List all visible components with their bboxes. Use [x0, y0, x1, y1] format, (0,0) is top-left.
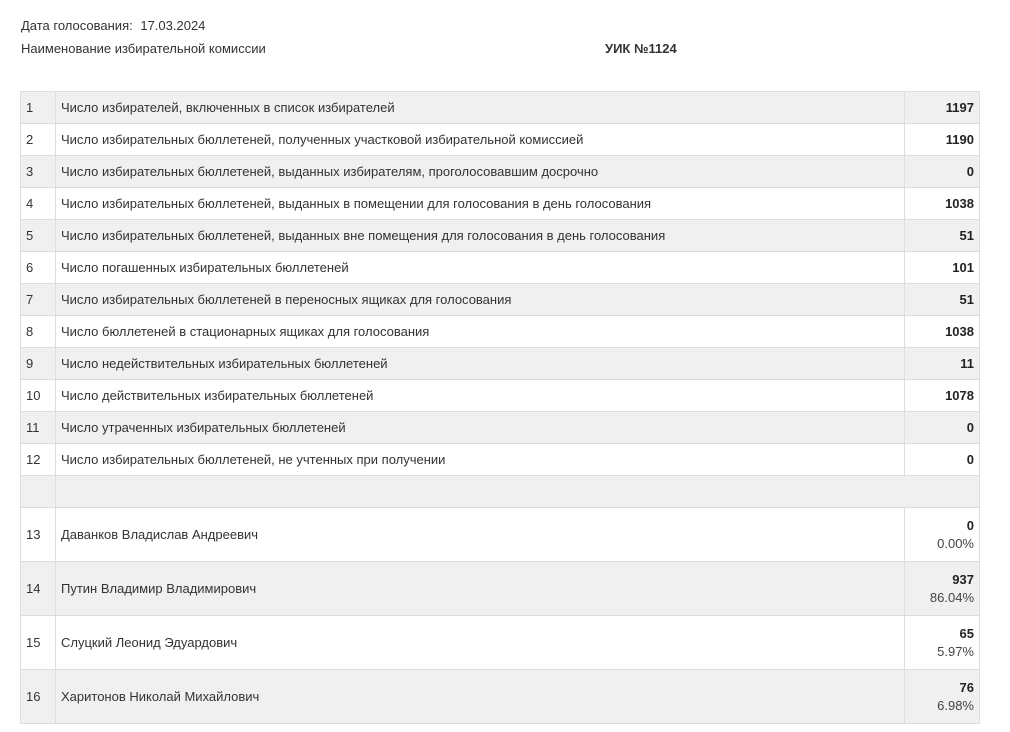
candidate-name: Путин Владимир Владимирович: [56, 562, 905, 616]
row-number: 5: [21, 220, 56, 252]
candidate-percent: 6.98%: [937, 697, 974, 713]
row-value: 1038: [905, 188, 980, 220]
commission-label: Наименование избирательной комиссии: [21, 41, 266, 56]
candidate-result: [905, 616, 980, 670]
row-label: Число избирательных бюллетеней, полученных участковой избирательной комиссией: [56, 124, 905, 156]
candidate-votes: 0: [966, 517, 974, 533]
row-value: 11: [905, 348, 980, 380]
table-row: [21, 380, 980, 412]
row-value: 1038: [905, 316, 980, 348]
row-label: Число избирательных бюллетеней в переносных ящиках для голосования: [56, 284, 905, 316]
row-value: 0: [905, 156, 980, 188]
candidate-number: 16: [21, 670, 56, 724]
row-number: 9: [21, 348, 56, 380]
table-row: [21, 348, 980, 380]
table-row: [21, 156, 980, 188]
table-row: [21, 252, 980, 284]
separator-cell: [21, 476, 56, 508]
separator-row: [21, 476, 980, 508]
row-value: 51: [905, 284, 980, 316]
candidate-percent: 0.00%: [937, 535, 974, 551]
row-value: 1078: [905, 380, 980, 412]
table-row: [21, 412, 980, 444]
table-row: [21, 124, 980, 156]
row-label: Число избирателей, включенных в список избирателей: [56, 92, 905, 124]
row-label: Число погашенных избирательных бюллетеней: [56, 252, 905, 284]
separator-cell: [56, 476, 980, 508]
row-number: 11: [21, 412, 56, 444]
row-number: 7: [21, 284, 56, 316]
commission-name: УИК №1124: [605, 41, 677, 56]
row-number: 8: [21, 316, 56, 348]
row-label: Число действительных избирательных бюллетеней: [56, 380, 905, 412]
row-label: Число недействительных избирательных бюллетеней: [56, 348, 905, 380]
candidate-name: Даванков Владислав Андреевич: [56, 508, 905, 562]
results-table: [20, 91, 980, 724]
candidate-result: [905, 562, 980, 616]
row-label: Число бюллетеней в стационарных ящиках для голосования: [56, 316, 905, 348]
vote-date-row: [21, 16, 961, 39]
table-row: [21, 188, 980, 220]
commission-row: [21, 39, 961, 62]
candidate-result: [905, 670, 980, 724]
row-number: 4: [21, 188, 56, 220]
row-number: 10: [21, 380, 56, 412]
row-number: 12: [21, 444, 56, 476]
candidate-name: Слуцкий Леонид Эдуардович: [56, 616, 905, 670]
row-value: 1190: [905, 124, 980, 156]
table-row: [21, 444, 980, 476]
candidate-number: 15: [21, 616, 56, 670]
row-label: Число избирательных бюллетеней, выданных избирателям, проголосовавшим досрочно: [56, 156, 905, 188]
candidate-row: [21, 508, 980, 562]
candidate-row: [21, 670, 980, 724]
candidate-row: [21, 616, 980, 670]
candidate-number: 14: [21, 562, 56, 616]
row-number: 3: [21, 156, 56, 188]
row-label: Число избирательных бюллетеней, не учтенных при получении: [56, 444, 905, 476]
row-number: 1: [21, 92, 56, 124]
row-number: 6: [21, 252, 56, 284]
vote-date-label: Дата голосования:: [21, 18, 133, 33]
table-row: [21, 284, 980, 316]
candidate-row: [21, 562, 980, 616]
row-value: 1197: [905, 92, 980, 124]
candidate-name: Харитонов Николай Михайлович: [56, 670, 905, 724]
row-label: Число утраченных избирательных бюллетеней: [56, 412, 905, 444]
row-label: Число избирательных бюллетеней, выданных в помещении для голосования в день голосования: [56, 188, 905, 220]
vote-date-value: 17.03.2024: [140, 18, 206, 33]
candidate-votes: 65: [959, 625, 974, 641]
candidate-percent: 5.97%: [937, 643, 974, 659]
row-value: 0: [905, 444, 980, 476]
table-row: [21, 220, 980, 252]
candidate-number: 13: [21, 508, 56, 562]
row-value: 101: [905, 252, 980, 284]
candidate-votes: 76: [959, 679, 974, 695]
candidate-votes: 937: [952, 571, 974, 587]
row-label: Число избирательных бюллетеней, выданных вне помещения для голосования в день голосования: [56, 220, 905, 252]
candidate-result: [905, 508, 980, 562]
protocol-header: [21, 16, 961, 62]
row-number: 2: [21, 124, 56, 156]
row-value: 0: [905, 412, 980, 444]
table-row: [21, 92, 980, 124]
row-value: 51: [905, 220, 980, 252]
table-row: [21, 316, 980, 348]
candidate-percent: 86.04%: [929, 589, 974, 605]
